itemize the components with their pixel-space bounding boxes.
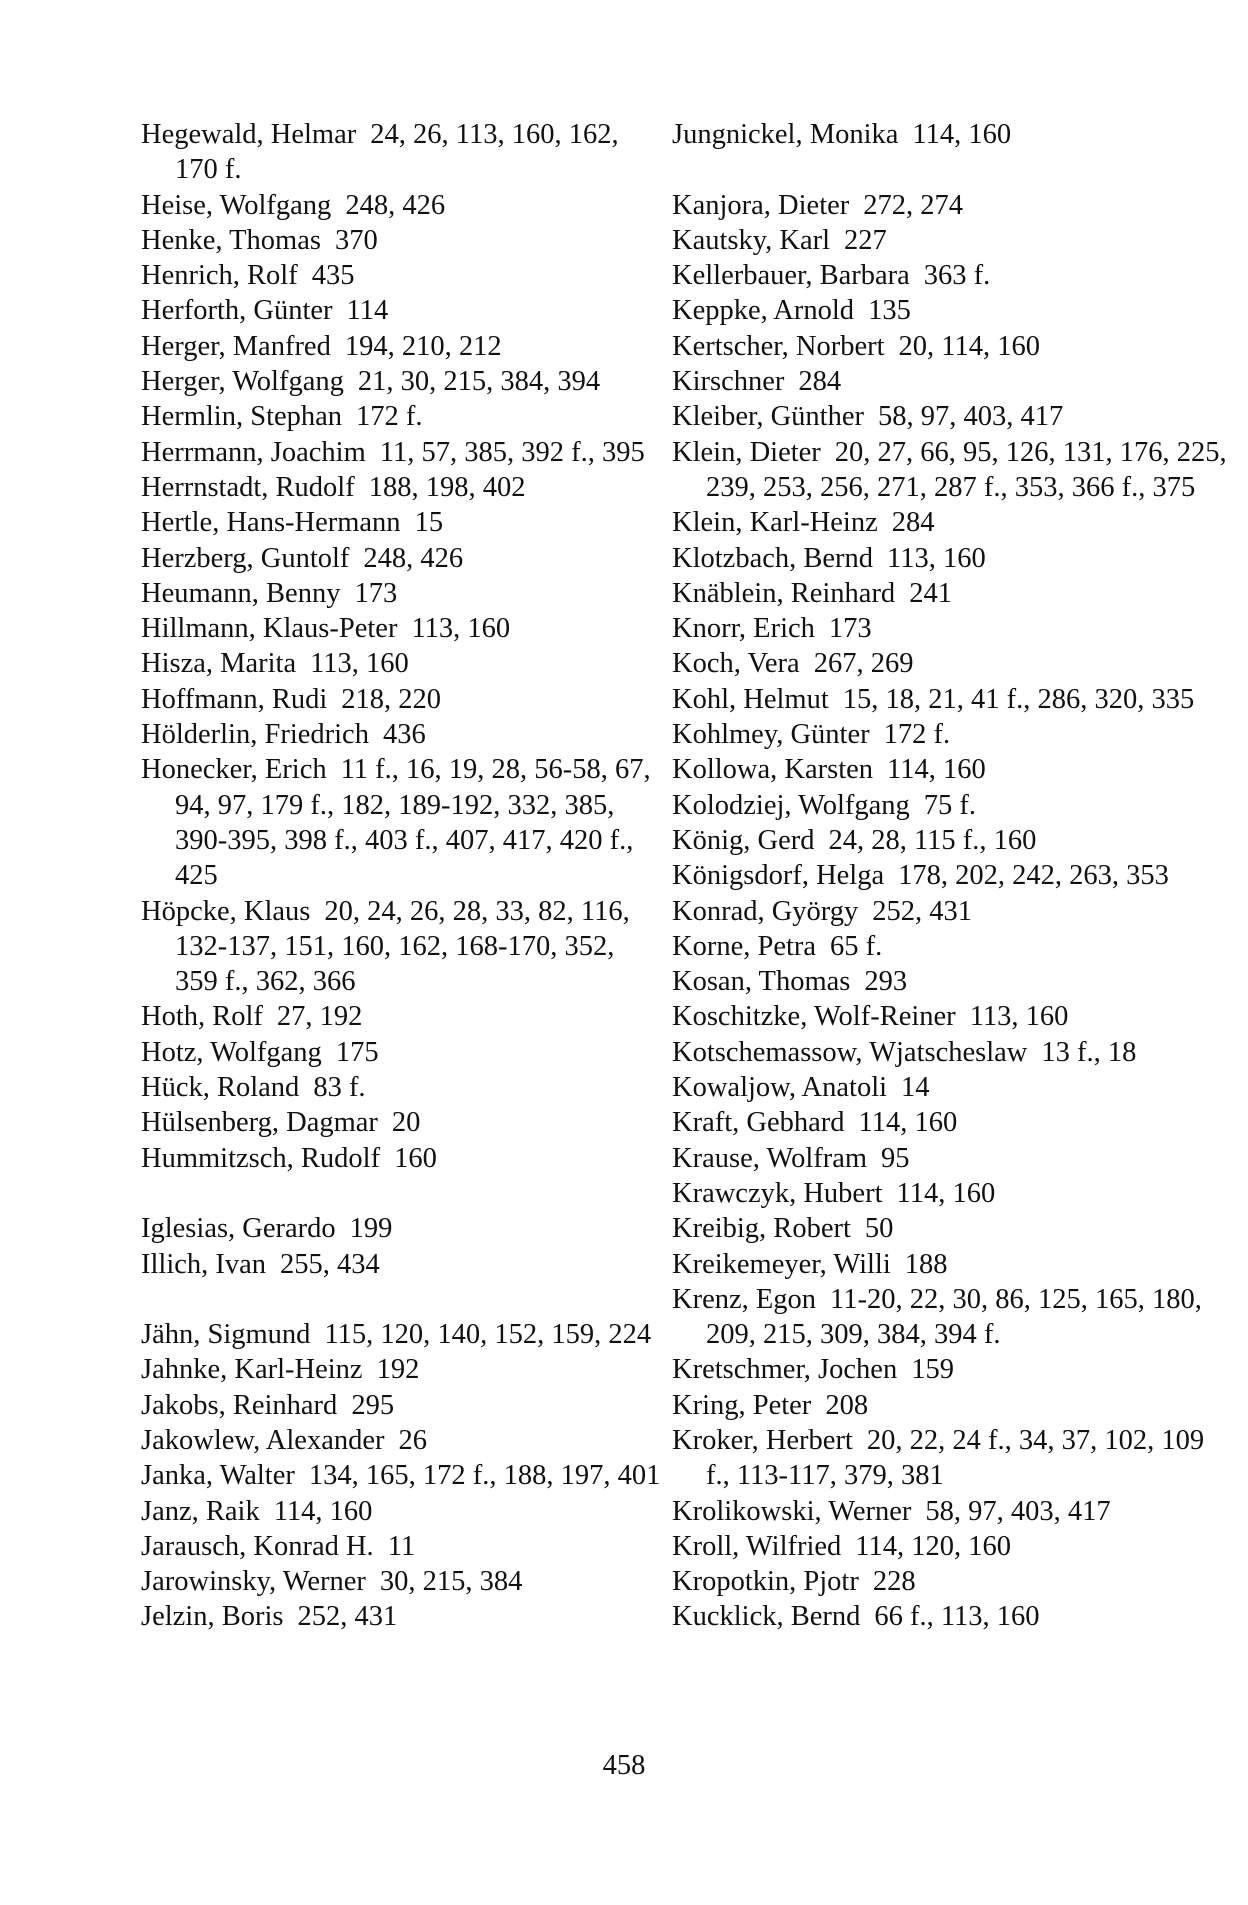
entry-name: Koschitzke, Wolf-Reiner xyxy=(672,1001,956,1033)
entry-name: Hoth, Rolf xyxy=(141,1001,263,1033)
entry-name: König, Gerd xyxy=(672,824,815,856)
entry-name: Kohl, Helmut xyxy=(672,683,829,715)
entry-name: Kring, Peter xyxy=(672,1389,812,1421)
entry-pages: 160 xyxy=(394,1142,437,1174)
entry-pages: 11-20, 22, 30, 86, 125, 165, 180, 209, 215, 309, 384, 394 f. xyxy=(706,1283,1202,1351)
entry-name: Kraft, Gebhard xyxy=(672,1107,845,1139)
entry-pages: 175 xyxy=(335,1036,379,1068)
entry-pages: 11 xyxy=(387,1530,416,1562)
entry-name: Konrad, György xyxy=(672,895,859,927)
index-entry xyxy=(141,1070,661,1105)
index-entry xyxy=(141,999,661,1034)
entry-name: Jakobs, Reinhard xyxy=(141,1389,338,1421)
entry-name: Jungnickel, Monika xyxy=(672,119,899,150)
entry-name: Klein, Karl-Heinz xyxy=(672,507,878,539)
entry-pages: 134, 165, 172 f., 188, 197, 401 xyxy=(308,1460,661,1492)
entry-pages: 188, 198, 402 xyxy=(368,471,526,503)
index-entry xyxy=(672,717,1232,752)
entry-pages: 218, 220 xyxy=(341,683,442,715)
index-entry xyxy=(672,1599,1232,1634)
entry-name: Hisza, Marita xyxy=(141,648,297,680)
entry-pages: 114, 160 xyxy=(273,1495,373,1527)
index-entry xyxy=(141,752,661,893)
entry-pages: 255, 434 xyxy=(280,1248,380,1280)
entry-name: Herrnstadt, Rudolf xyxy=(141,471,355,503)
entry-pages: 295 xyxy=(351,1389,395,1421)
entry-name: Krause, Wolfram xyxy=(672,1142,868,1174)
index-entry xyxy=(672,1211,1232,1246)
entry-name: Hölderlin, Friedrich xyxy=(141,719,369,751)
entry-name: Kohlmey, Günter xyxy=(672,719,870,751)
entry-pages: 363 f. xyxy=(923,260,991,292)
entry-name: Kreikemeyer, Willi xyxy=(672,1248,891,1280)
index-entry xyxy=(672,329,1232,364)
entry-pages: 241 xyxy=(909,577,952,609)
entry-name: Kotschemassow, Wjatscheslaw xyxy=(672,1036,1028,1068)
entry-name: Krenz, Egon xyxy=(672,1283,817,1315)
entry-pages: 267, 269 xyxy=(813,648,914,680)
entry-name: Herger, Manfred xyxy=(141,330,331,362)
entry-name: Hotz, Wolfgang xyxy=(141,1036,322,1068)
index-entry xyxy=(141,364,661,399)
entry-name: Kleiber, Günther xyxy=(672,401,864,433)
entry-name: Jelzin, Boris xyxy=(141,1601,284,1633)
entry-name: Jarausch, Konrad H. xyxy=(141,1530,374,1562)
index-entry xyxy=(672,435,1232,506)
entry-pages: 199 xyxy=(349,1213,393,1245)
index-entry xyxy=(672,646,1232,681)
entry-name: Knäblein, Reinhard xyxy=(672,577,896,609)
index-entry xyxy=(141,470,661,505)
entry-pages: 58, 97, 403, 417 xyxy=(877,401,1064,433)
index-entry xyxy=(672,1176,1232,1211)
entry-pages: 114 xyxy=(346,295,389,327)
entry-name: Kanjora, Dieter xyxy=(672,189,850,221)
entry-pages: 272, 274 xyxy=(863,189,963,221)
entry-name: Hoffmann, Rudi xyxy=(141,683,328,715)
entry-pages: 15, 18, 21, 41 f., 286, 320, 335 xyxy=(842,683,1195,715)
entry-pages: 172 f. xyxy=(356,401,423,433)
entry-name: Höpcke, Klaus xyxy=(141,895,311,927)
entry-pages: 114, 120, 160 xyxy=(855,1530,1011,1562)
entry-name: Kolodziej, Wolfgang xyxy=(672,789,910,821)
index-entry xyxy=(141,1423,661,1458)
entry-pages: 284 xyxy=(798,366,842,398)
entry-pages: 83 f. xyxy=(313,1072,366,1104)
entry-name: Jahnke, Karl-Heinz xyxy=(141,1354,363,1386)
entry-name: Klotzbach, Bernd xyxy=(672,542,874,574)
entry-pages: 66 f., 113, 160 xyxy=(874,1601,1040,1633)
entry-name: Henke, Thomas xyxy=(141,224,321,256)
entry-pages: 172 f. xyxy=(883,719,951,751)
index-entry xyxy=(672,823,1232,858)
index-entry xyxy=(672,858,1232,893)
entry-pages: 114, 160 xyxy=(912,119,1012,150)
entry-pages: 75 f. xyxy=(923,789,977,821)
index-entry xyxy=(141,329,661,364)
entry-pages: 435 xyxy=(311,260,355,292)
entry-pages: 228 xyxy=(872,1566,916,1598)
index-entry xyxy=(141,1352,661,1387)
entry-name: Jarowinsky, Werner xyxy=(141,1566,366,1598)
index-entry xyxy=(672,576,1232,611)
entry-name: Kautsky, Karl xyxy=(672,224,831,256)
entry-name: Kollowa, Karsten xyxy=(672,754,874,786)
entry-name: Herzberg, Guntolf xyxy=(141,542,350,574)
entry-pages: 20, 24, 26, 28, 33, 82, 116, 132-137, 151, 160, 162, 168-170, 352, 359 f., 362, 366 xyxy=(175,895,630,998)
index-entry xyxy=(141,576,661,611)
index-entry xyxy=(141,1141,661,1176)
entry-name: Hück, Roland xyxy=(141,1072,300,1104)
entry-pages: 248, 426 xyxy=(345,189,446,221)
entry-pages: 20 xyxy=(391,1107,421,1139)
entry-pages: 436 xyxy=(382,719,426,751)
entry-pages: 159 xyxy=(911,1354,954,1386)
entry-pages: 113, 160 xyxy=(310,648,409,680)
entry-pages: 58, 97, 403, 417 xyxy=(925,1495,1111,1527)
index-entry xyxy=(672,505,1232,540)
entry-name: Herger, Wolfgang xyxy=(141,366,344,398)
entry-name: Kretschmer, Jochen xyxy=(672,1354,898,1386)
index-entry xyxy=(672,1494,1232,1529)
entry-pages: 194, 210, 212 xyxy=(344,330,502,362)
entry-name: Kroll, Wilfried xyxy=(672,1530,842,1562)
index-entry xyxy=(141,1494,661,1529)
index-entry xyxy=(141,1105,661,1140)
entry-name: Kertscher, Norbert xyxy=(672,330,885,362)
entry-pages: 114, 160 xyxy=(896,1177,996,1209)
entry-name: Hertle, Hans-Hermann xyxy=(141,507,401,539)
index-entry xyxy=(672,999,1232,1034)
index-entry xyxy=(141,117,661,188)
index-entry xyxy=(672,964,1232,999)
entry-pages: 113, 160 xyxy=(411,613,511,645)
entry-name: Kellerbauer, Barbara xyxy=(672,260,910,292)
entry-name: Heise, Wolfgang xyxy=(141,189,332,221)
index-entry xyxy=(141,611,661,646)
index-entry xyxy=(672,1282,1232,1353)
entry-pages: 95 xyxy=(881,1142,910,1174)
entry-pages: 284 xyxy=(891,507,935,539)
index-entry xyxy=(672,399,1232,434)
index-entry xyxy=(672,1388,1232,1423)
entry-name: Honecker, Erich xyxy=(141,754,327,786)
entry-pages: 50 xyxy=(864,1213,894,1245)
section-gap xyxy=(141,1282,661,1317)
index-entry xyxy=(672,611,1232,646)
entry-name: Knorr, Erich xyxy=(672,613,815,645)
entry-name: Koch, Vera xyxy=(672,648,800,680)
index-entry xyxy=(672,117,1232,152)
entry-pages: 293 xyxy=(864,966,908,998)
entry-name: Kroker, Herbert xyxy=(672,1424,853,1456)
entry-pages: 65 f. xyxy=(830,930,883,962)
entry-pages: 135 xyxy=(868,295,911,327)
entry-pages: 114, 160 xyxy=(858,1107,958,1139)
entry-pages: 24, 26, 113, 160, 162, 170 f. xyxy=(175,119,619,186)
entry-pages: 113, 160 xyxy=(887,542,986,574)
entry-name: Kosan, Thomas xyxy=(672,966,851,998)
entry-name: Heumann, Benny xyxy=(141,577,341,609)
index-entry xyxy=(141,399,661,434)
index-entry xyxy=(141,1599,661,1634)
index-entry xyxy=(672,752,1232,787)
section-gap xyxy=(672,152,1232,187)
index-entry xyxy=(141,1388,661,1423)
entry-pages: 173 xyxy=(354,577,398,609)
entry-pages: 13 f., 18 xyxy=(1041,1036,1137,1068)
entry-name: Korne, Petra xyxy=(672,930,817,962)
section-gap xyxy=(141,1176,661,1211)
entry-pages: 192 xyxy=(376,1354,420,1386)
index-entry xyxy=(672,1070,1232,1105)
index-entry xyxy=(141,258,661,293)
index-entry xyxy=(141,1529,661,1564)
entry-pages: 20, 22, 24 f., 34, 37, 102, 109 f., 113-117, 379, 381 xyxy=(706,1424,1205,1492)
entry-name: Illich, Ivan xyxy=(141,1248,267,1280)
index-entry xyxy=(141,435,661,470)
index-entry xyxy=(672,258,1232,293)
entry-name: Hillmann, Klaus-Peter xyxy=(141,613,398,645)
entry-pages: 208 xyxy=(825,1389,869,1421)
entry-pages: 178, 202, 242, 263, 353 xyxy=(898,860,1169,892)
entry-name: Janz, Raik xyxy=(141,1495,260,1527)
entry-pages: 20, 114, 160 xyxy=(898,330,1040,362)
entry-pages: 252, 431 xyxy=(872,895,973,927)
index-entry xyxy=(141,1211,661,1246)
index-entry xyxy=(672,682,1232,717)
index-entry xyxy=(672,1105,1232,1140)
entry-pages: 188 xyxy=(904,1248,948,1280)
entry-name: Kirschner xyxy=(672,366,785,398)
entry-name: Keppke, Arnold xyxy=(672,295,855,327)
index-entry xyxy=(141,1564,661,1599)
entry-pages: 24, 28, 115 f., 160 xyxy=(828,824,1037,856)
index-entry xyxy=(672,894,1232,929)
entry-pages: 113, 160 xyxy=(969,1001,1069,1033)
index-entry xyxy=(141,188,661,223)
index-entry xyxy=(672,1529,1232,1564)
index-column-right xyxy=(672,117,1232,1635)
page-number: 458 xyxy=(602,1750,646,1781)
entry-name: Hülsenberg, Dagmar xyxy=(141,1107,378,1139)
entry-pages: 227 xyxy=(844,224,887,256)
entry-pages: 27, 192 xyxy=(276,1001,363,1033)
index-entry xyxy=(141,1458,661,1493)
entry-name: Herrmann, Joachim xyxy=(141,436,366,468)
entry-pages: 11, 57, 385, 392 f., 395 xyxy=(379,436,645,468)
entry-pages: 115, 120, 140, 152, 159, 224 xyxy=(324,1319,652,1351)
entry-pages: 21, 30, 215, 384, 394 xyxy=(357,366,601,398)
entry-name: Krolikowski, Werner xyxy=(672,1495,912,1527)
index-entry xyxy=(141,293,661,328)
index-entry xyxy=(672,1564,1232,1599)
index-entry xyxy=(672,541,1232,576)
index-entry xyxy=(672,1141,1232,1176)
entry-name: Kowaljow, Anatoli xyxy=(672,1072,888,1104)
index-column-left xyxy=(141,117,661,1635)
index-entry xyxy=(141,682,661,717)
index-entry xyxy=(672,223,1232,258)
entry-name: Jähn, Sigmund xyxy=(141,1319,311,1351)
index-entry xyxy=(672,293,1232,328)
index-entry xyxy=(672,1247,1232,1282)
index-entry xyxy=(141,894,661,1000)
entry-pages: 15 xyxy=(414,507,444,539)
entry-name: Königsdorf, Helga xyxy=(672,860,885,892)
entry-name: Hermlin, Stephan xyxy=(141,401,343,433)
entry-name: Kreibig, Robert xyxy=(672,1213,851,1245)
index-entry xyxy=(672,364,1232,399)
index-entry xyxy=(672,1423,1232,1494)
index-entry xyxy=(672,1352,1232,1387)
index-entry xyxy=(141,646,661,681)
index-entry xyxy=(141,223,661,258)
entry-pages: 30, 215, 384 xyxy=(379,1566,523,1598)
index-entry xyxy=(141,1247,661,1282)
entry-pages: 173 xyxy=(828,613,872,645)
entry-name: Herforth, Günter xyxy=(141,295,333,327)
entry-name: Janka, Walter xyxy=(141,1460,295,1492)
index-entry xyxy=(141,505,661,540)
entry-name: Hegewald, Helmar xyxy=(141,119,357,150)
entry-name: Jakowlew, Alexander xyxy=(141,1424,385,1456)
entry-pages: 14 xyxy=(901,1072,930,1104)
entry-name: Kucklick, Bernd xyxy=(672,1601,861,1633)
entry-pages: 114, 160 xyxy=(887,754,986,786)
entry-pages: 26 xyxy=(398,1424,427,1456)
entry-pages: 20, 27, 66, 95, 126, 131, 176, 225, 239, 253, 256, 271, 287 f., 353, 366 f., 375 xyxy=(706,436,1227,503)
entry-name: Kropotkin, Pjotr xyxy=(672,1566,859,1598)
index-entry xyxy=(672,929,1232,964)
index-entry xyxy=(672,188,1232,223)
index-entry xyxy=(672,788,1232,823)
entry-name: Klein, Dieter xyxy=(672,436,821,468)
entry-name: Krawczyk, Hubert xyxy=(672,1177,883,1209)
index-entry xyxy=(672,1035,1232,1070)
index-entry xyxy=(141,1317,661,1352)
entry-name: Henrich, Rolf xyxy=(141,260,298,292)
entry-name: Iglesias, Gerardo xyxy=(141,1213,336,1245)
entry-pages: 11 f., 16, 19, 28, 56-58, 67, 94, 97, 179 f., 182, 189-192, 332, 385, 390-395, 398 f., 403 f., 407, 417, 420 f., 425 xyxy=(175,754,651,892)
index-entry xyxy=(141,541,661,576)
entry-name: Hummitzsch, Rudolf xyxy=(141,1142,381,1174)
index-entry xyxy=(141,717,661,752)
entry-pages: 248, 426 xyxy=(363,542,464,574)
entry-pages: 370 xyxy=(334,224,378,256)
entry-pages: 252, 431 xyxy=(297,1601,398,1633)
index-entry xyxy=(141,1035,661,1070)
